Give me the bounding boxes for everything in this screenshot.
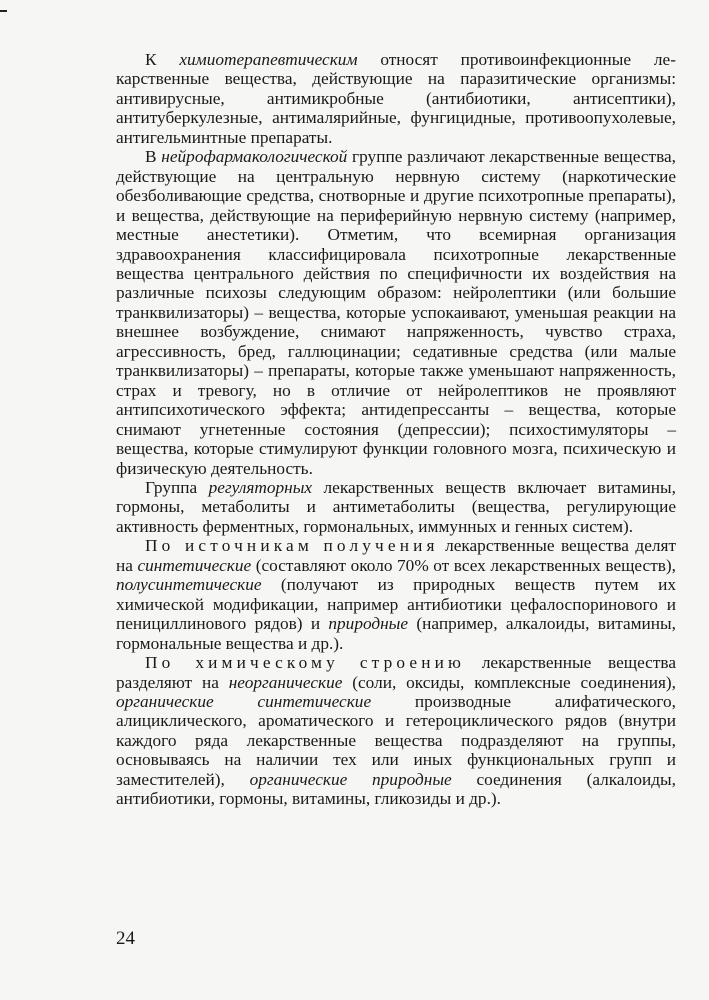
- text-run: лекарственных веществ включает витамины, гормоны, метаболиты и антиметаболиты (вещества, регулирующие активность ферментных, гормональных, иммунных и генных систем).: [116, 477, 676, 536]
- text-run: лекарственные вещества разделяют на: [116, 653, 676, 692]
- text-run: производные алифатического, алициклического, ароматического и гетероциклического рядов (внутри каждого ряда лекарственные вещества подразделяют на группы, основываясь на наличии тех или иных функциональных групп и заместителей),: [116, 691, 676, 789]
- italic-term: природные: [328, 614, 409, 634]
- text-run: относят противоинфекционные лекарственные вещества, действующие на паразитические организмы: антивирусные, антимикробные (антибиотики, антисептики), антитуберкулезные, антималярийные, фунгицидные, противоопухолевые, антигельминтные препараты.: [116, 50, 676, 147]
- italic-term: органические синтетические: [116, 691, 372, 711]
- edge-mark: [0, 10, 7, 12]
- paragraph-5: [116, 653, 676, 809]
- italic-term: органические природные: [249, 769, 452, 789]
- paragraph-2: [116, 147, 676, 478]
- italic-term: полусинтетические: [116, 575, 262, 595]
- text-run: (получают из природных веществ путем их химической модификации, например антибиотики цефалоспоринового и пенициллинового рядов) и: [116, 575, 676, 634]
- italic-term: нейрофармакологической: [161, 147, 348, 167]
- page-number: 24: [116, 928, 135, 949]
- italic-term: синтетические: [137, 555, 252, 575]
- text-run: Группа: [145, 477, 209, 497]
- paragraph-4: [116, 536, 676, 653]
- paragraph-3: [116, 478, 676, 536]
- page-body-text: [116, 50, 676, 809]
- italic-term: химиотерапевтическим: [179, 50, 358, 69]
- text-run: лекарственные вещества делят на: [116, 536, 676, 575]
- text-run: К: [145, 50, 180, 69]
- text-run: (составляют около 70% от всех лекарственных веществ),: [251, 555, 676, 575]
- spaced-heading: По химическому строению: [145, 653, 466, 673]
- text-run: (например, алкалоиды, витамины, гормональные вещества и др.).: [116, 614, 676, 653]
- text-run: соединения (алкалоиды, антибиотики, гормоны, витамины, гликозиды и др.).: [116, 769, 676, 809]
- text-run: (соли, оксиды, комплексные соединения),: [342, 672, 677, 692]
- text-run: В: [145, 147, 162, 167]
- paragraph-1: [116, 50, 676, 147]
- spaced-heading: По источникам получения: [145, 536, 439, 556]
- italic-term: неорганические: [228, 672, 343, 692]
- italic-term: регуляторных: [208, 477, 313, 497]
- text-run: группе различают лекарственные вещества, действующие на центральную нервную систему (наркотические обезболивающие средства, снотворные и другие психотропные препараты), и вещества, действующие на периферийную нервную систему (например, местные анестетики). Отметим, что всемирная организация здравоохранения классифицировала психотропные лекарственные вещества центрального действия по специфичности их воздействия на различные психозы следующим образом: нейролептики (или большие транквилизаторы) – вещества, которые успокаивают, уменьшая реакции на внешнее возбуждение, снимают напряженность, чувство страха, агрессивность, бред, галлюцинации; седативные средства (или малые транквилизаторы) – препараты, которые также уменьшают напряженность, страх и тревогу, но в отличие от нейролептиков не проявляют антипсихотического эффекта; антидепрессанты – вещества, которые снимают угнетенные состояния (депрессии); психостимуляторы – вещества, которые стимулируют функции головного мозга, психическую и физическую деятельность.: [116, 147, 676, 478]
